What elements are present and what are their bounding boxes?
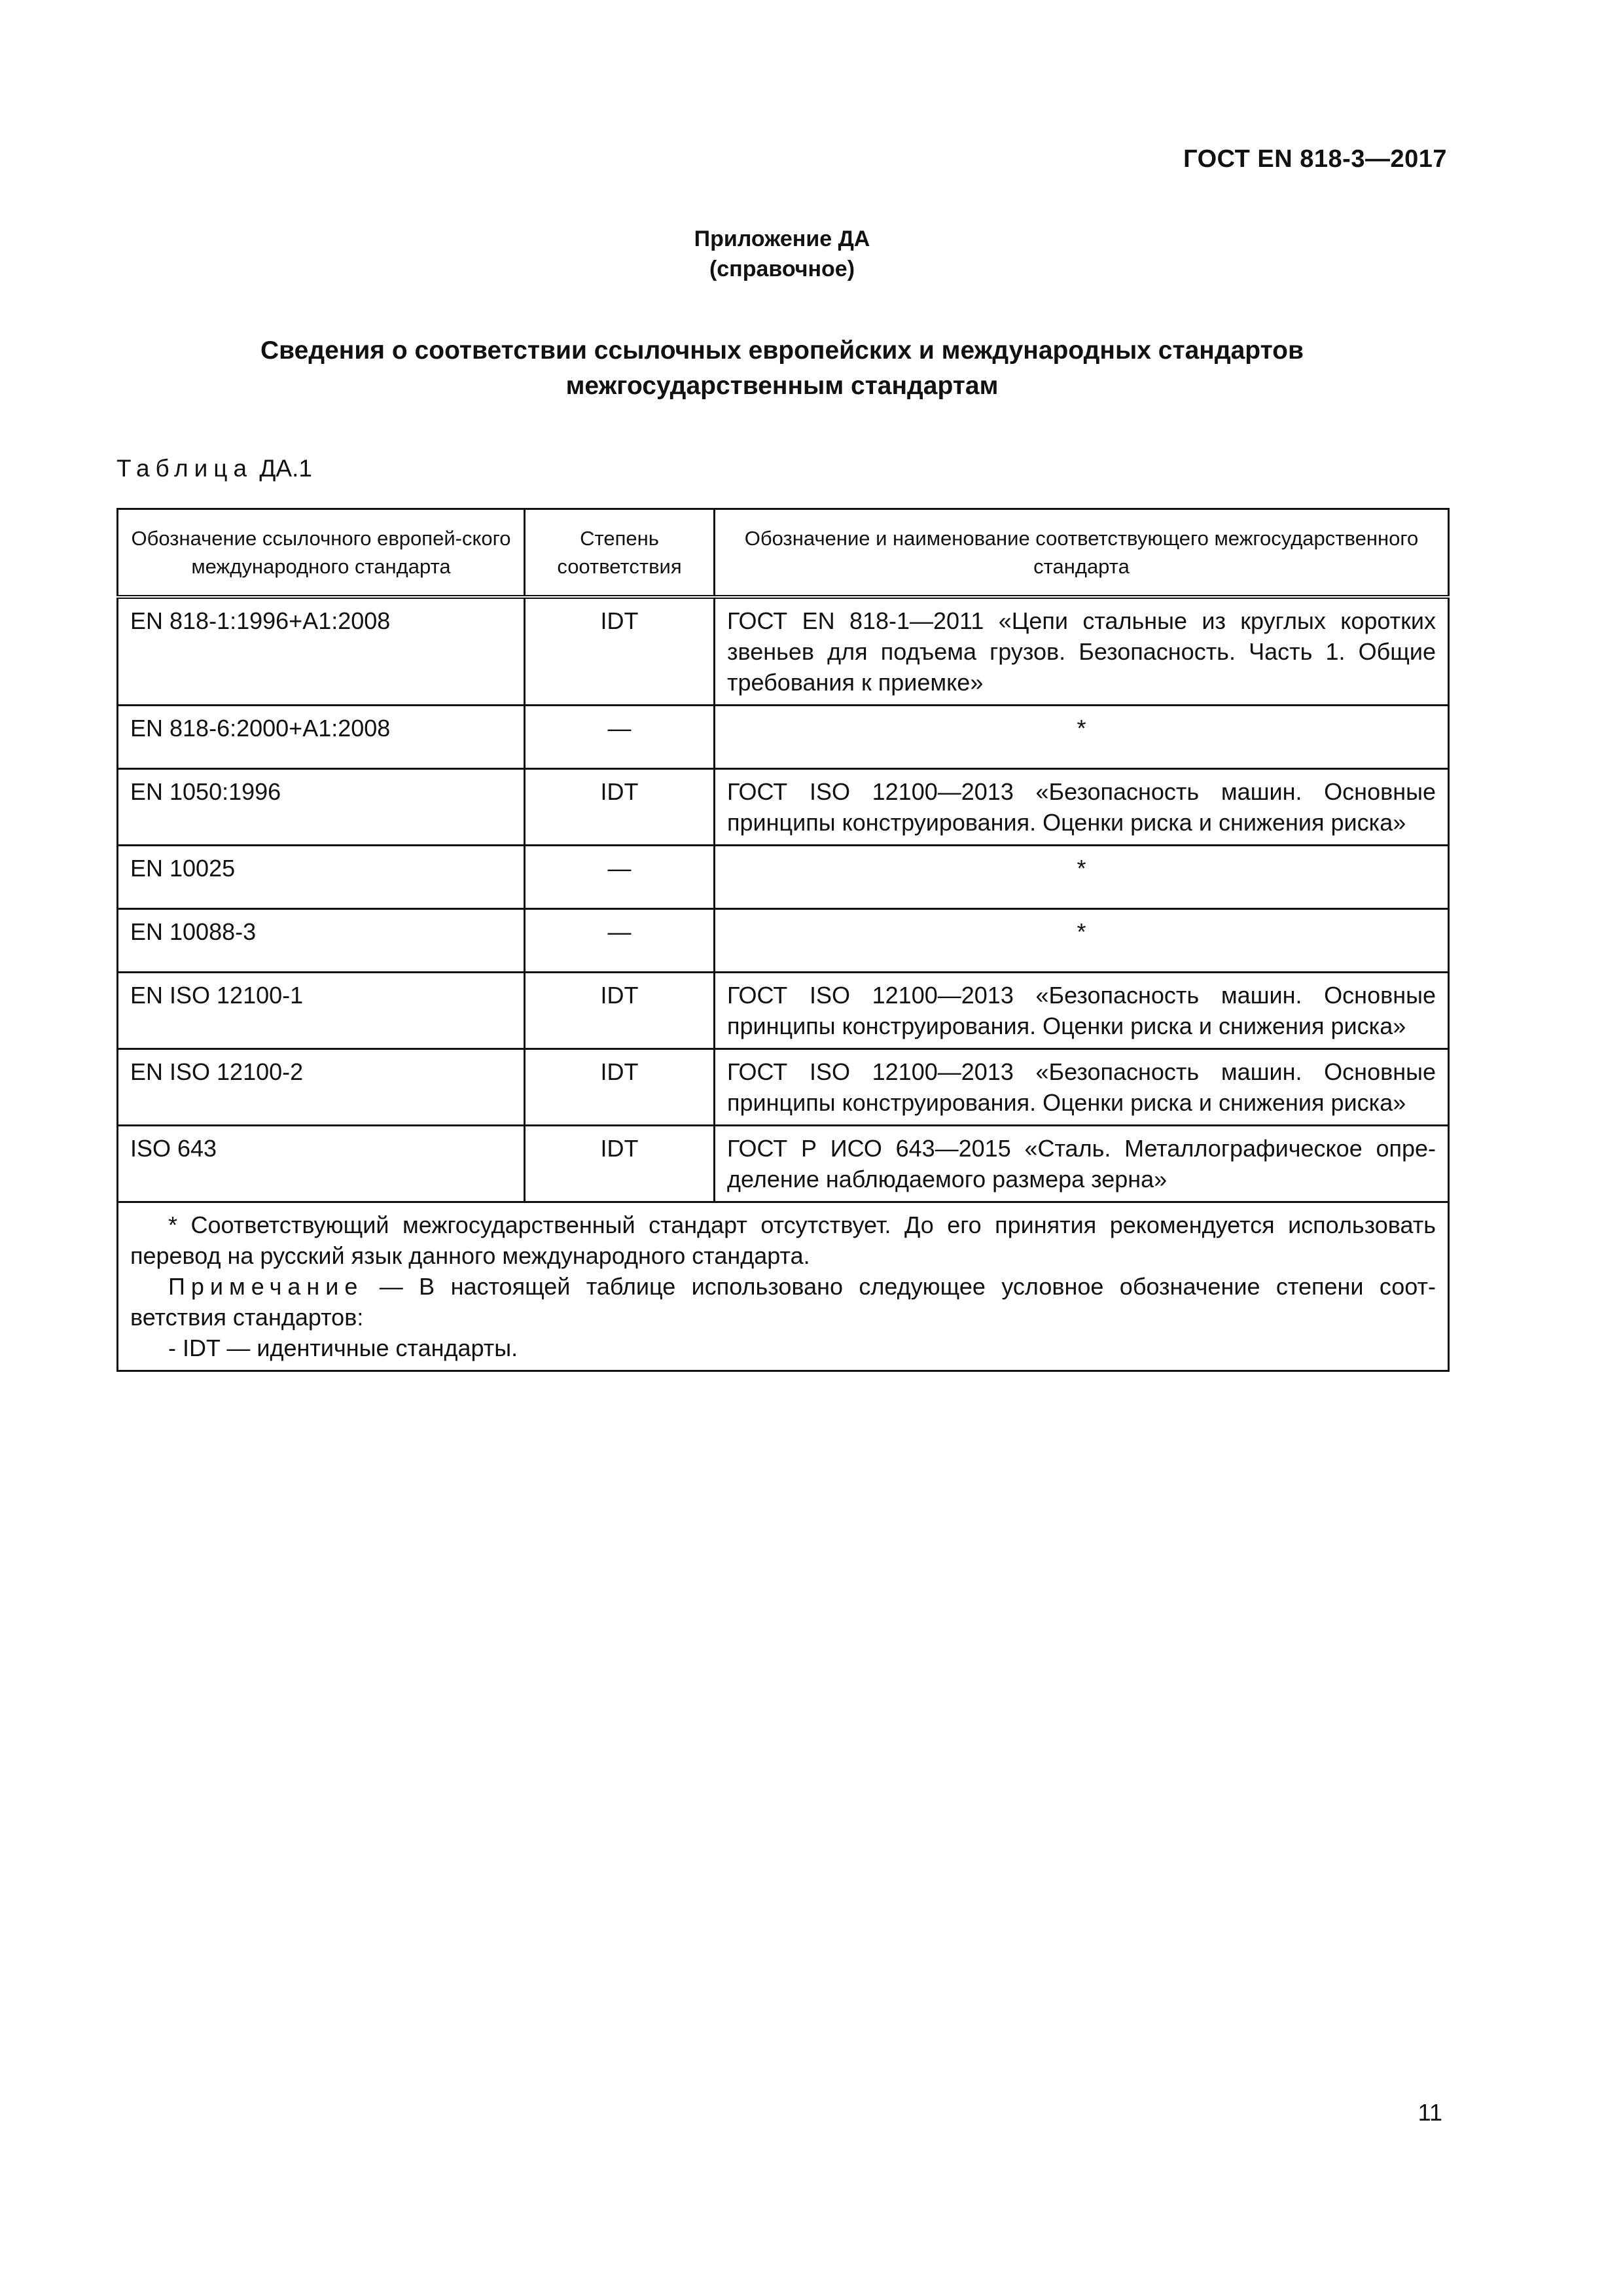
cell-degree: IDT [525,1126,715,1202]
cell-reference: EN 10025 [118,846,525,909]
table-row [118,1049,1449,1126]
cell-degree: — [525,846,715,909]
cell-interstate-standard: ГОСТ ISO 12100—2013 «Безопасность машин. Основные принципы конструирования. Оценки риска и снижения риска» [715,973,1449,1049]
table-footer-row [118,1202,1449,1371]
cell-reference: EN 1050:1996 [118,769,525,846]
cell-reference: EN 10088-3 [118,909,525,973]
table-row [118,769,1449,846]
cell-degree: IDT [525,597,715,706]
column-header-degree: Степень соответствия [525,509,715,598]
annex-heading [151,333,1414,404]
cell-degree: IDT [525,1049,715,1126]
cell-reference: EN 818-6:2000+A1:2008 [118,706,525,769]
table-caption-word: Таблица [116,455,253,482]
cell-reference: EN 818-1:1996+A1:2008 [118,597,525,706]
cell-degree: IDT [525,769,715,846]
footnote-asterisk: * Соответствующий межгосударственный стандарт отсутствует. До его принятия рекомендуется использовать перевод на русский язык данного международного стандарта. [130,1211,1436,1269]
table-caption [116,455,312,482]
cell-degree: — [525,706,715,769]
table-row [118,706,1449,769]
cell-reference: EN ISO 12100-2 [118,1049,525,1126]
column-header-reference: Обозначение ссылочного европей-ского международного стандарта [118,509,525,598]
cell-interstate-standard: ГОСТ EN 818-1—2011 «Цепи стальные из круглых коротких звеньев для подъема грузов. Безопасность. Часть 1. Общие требования к приемке» [715,597,1449,706]
table-row [118,597,1449,706]
cell-reference: ISO 643 [118,1126,525,1202]
cell-reference: EN ISO 12100-1 [118,973,525,1049]
column-header-interstate-standard: Обозначение и наименование соответствующего межгосударственного стандарта [715,509,1449,598]
table-header-row [118,509,1449,598]
table-caption-id: ДА.1 [259,455,312,482]
annex-heading-line-1: Сведения о соответствии ссылочных европейских и международных стандартов [260,336,1304,365]
table-row [118,973,1449,1049]
note-legend-item: - IDT — идентичные стандарты. [168,1335,518,1361]
cell-degree: — [525,909,715,973]
cell-interstate-standard: ГОСТ Р ИСО 643—2015 «Сталь. Металлографическое опре-деление наблюдаемого размера зерна» [715,1126,1449,1202]
table-row [118,1126,1449,1202]
table-note [130,1271,1436,1333]
cell-interstate-standard: * [715,909,1449,973]
note-label: Примечание [168,1273,364,1300]
annex-heading-line-2: межгосударственным стандартам [565,372,999,400]
cell-degree: IDT [525,973,715,1049]
note-text: — В настоящей таблице использовано следующее условное обозначение степени соот-ветствия стандартов: [130,1273,1436,1331]
cell-interstate-standard: ГОСТ ISO 12100—2013 «Безопасность машин. Основные принципы конструирования. Оценки риска и снижения риска» [715,1049,1449,1126]
table-footnotes [118,1202,1449,1371]
table-row [118,909,1449,973]
cell-interstate-standard: * [715,846,1449,909]
standards-table [116,508,1450,1372]
table-row [118,846,1449,909]
annex-status: (справочное) [709,257,855,281]
annex-title: Приложение ДА [694,226,870,251]
cell-interstate-standard: * [715,706,1449,769]
page-number: 11 [1418,2099,1442,2126]
cell-interstate-standard: ГОСТ ISO 12100—2013 «Безопасность машин. Основные принципы конструирования. Оценки риска и снижения риска» [715,769,1449,846]
document-code: ГОСТ EN 818-3—2017 [1183,145,1447,173]
